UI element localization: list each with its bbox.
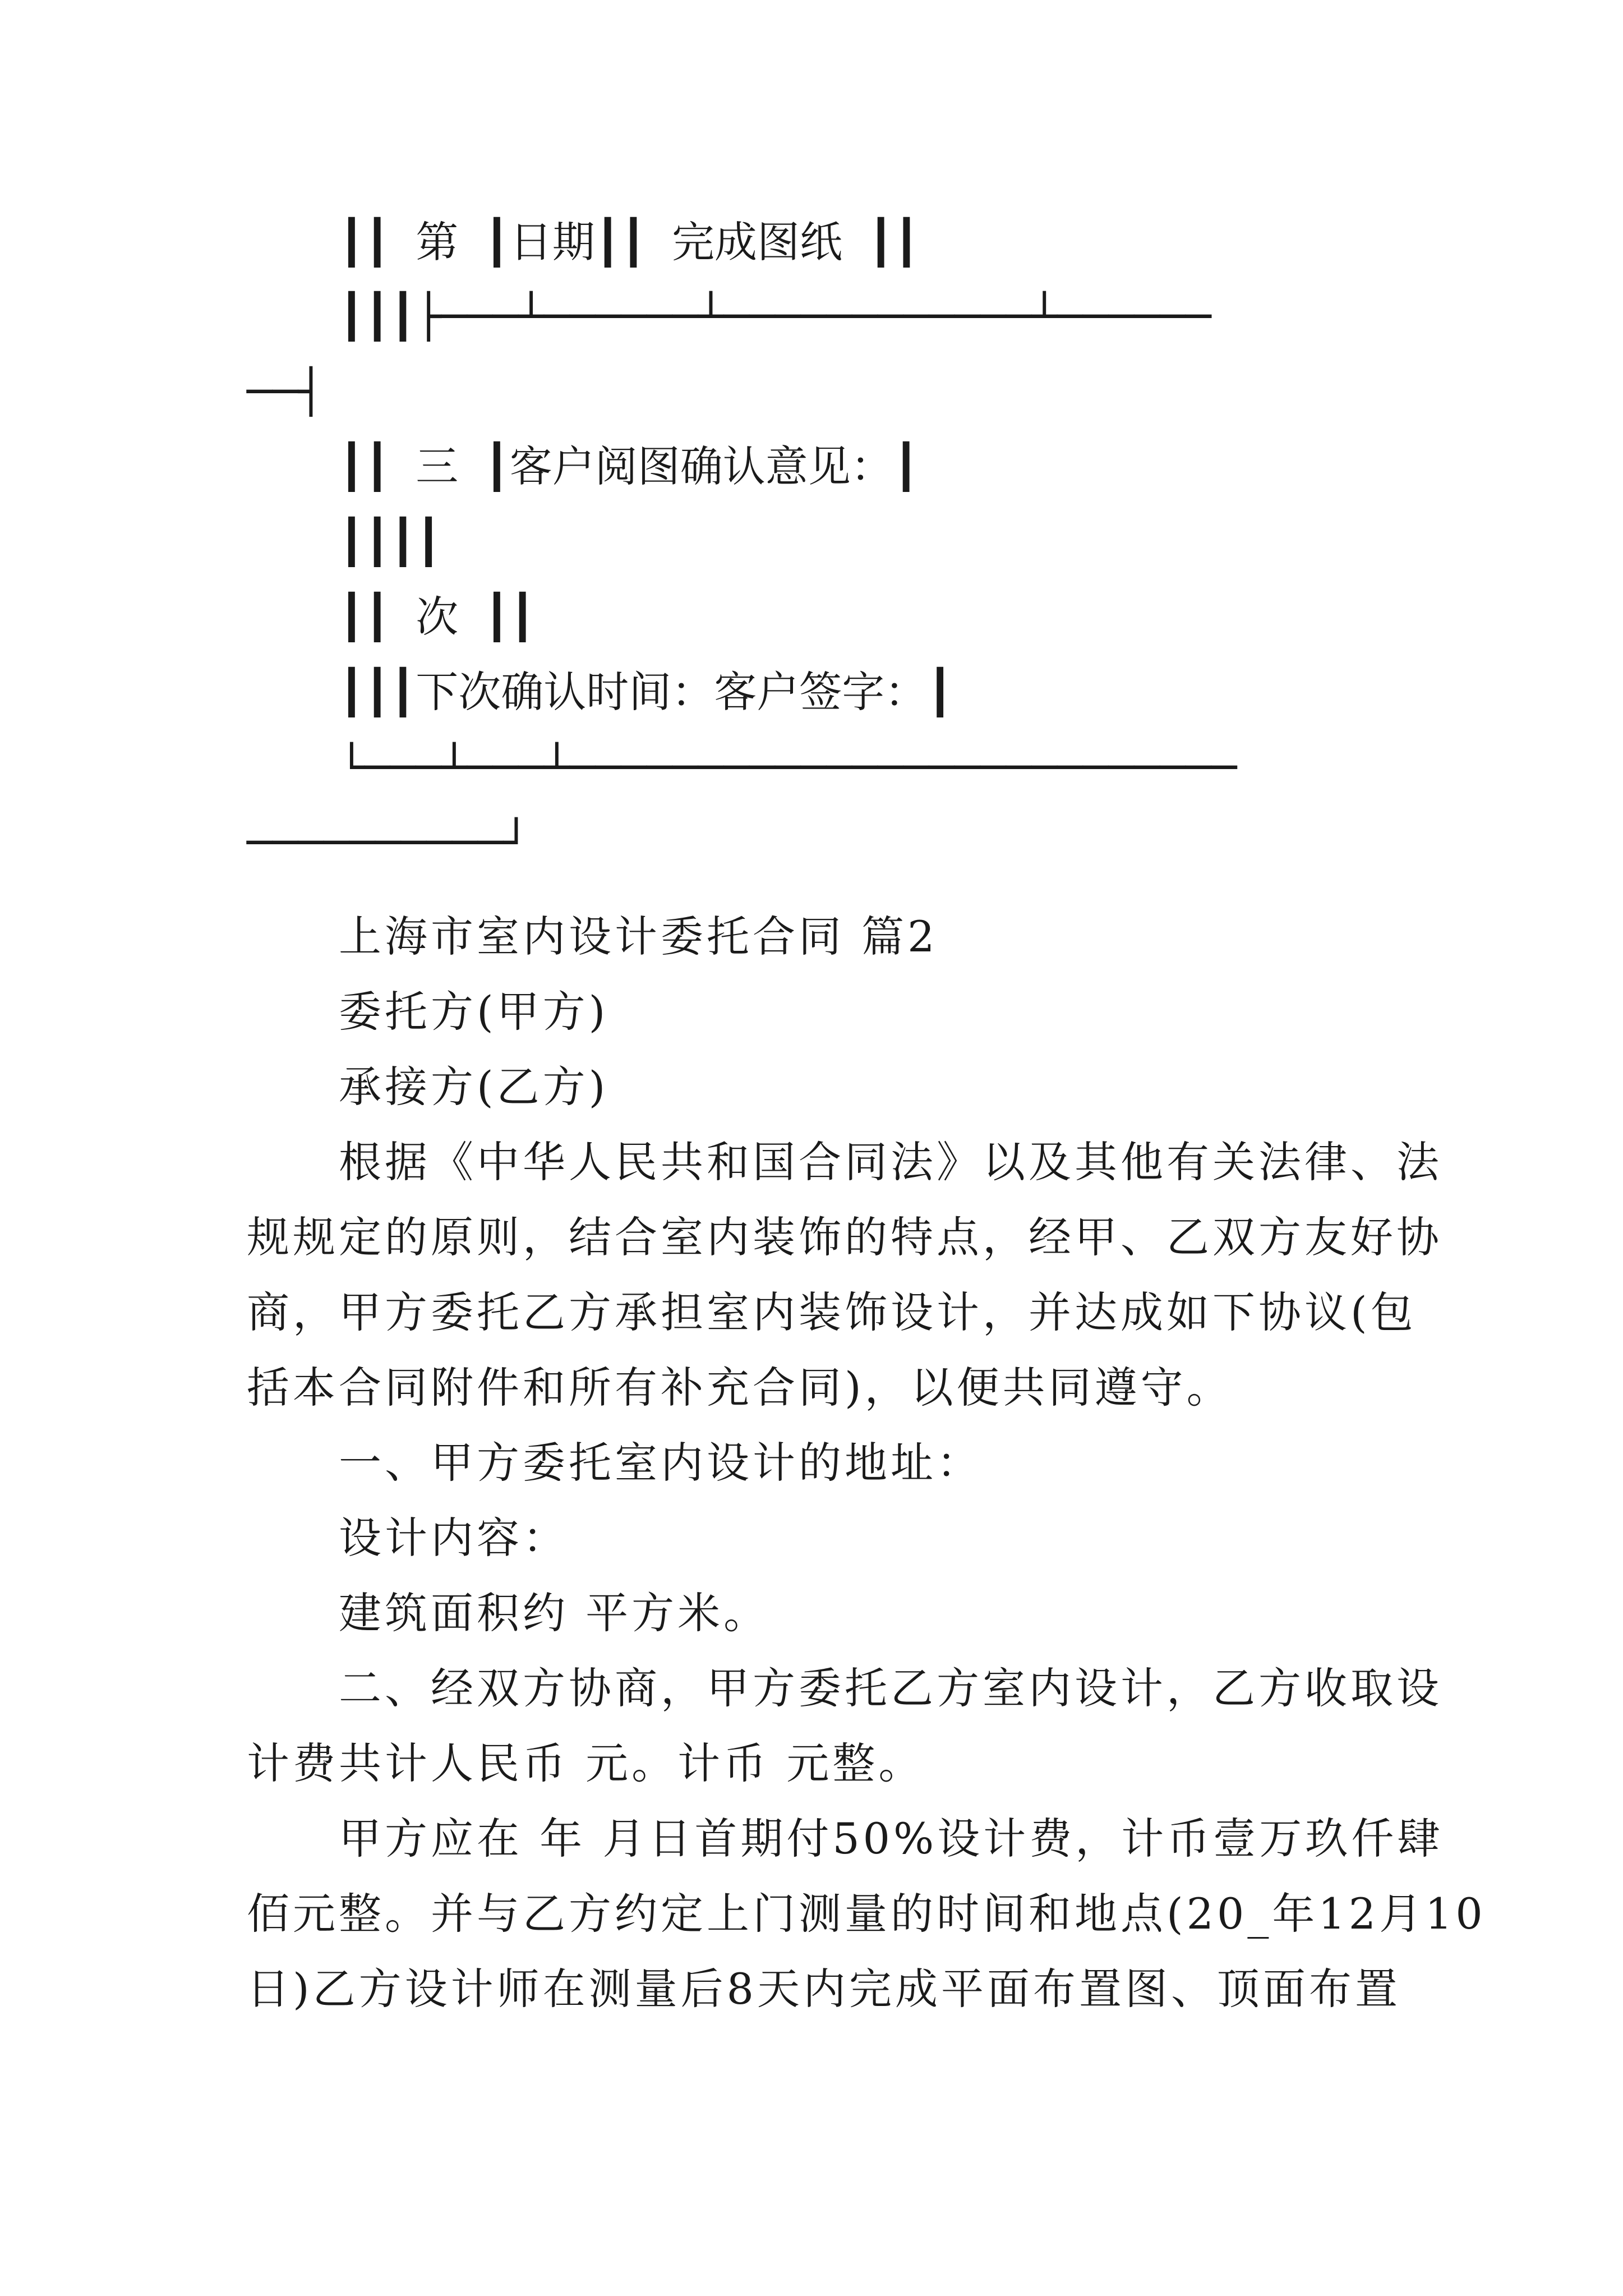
table-row-empty: ┃┃┃┃ — [339, 517, 442, 567]
paragraph-line: 括本合同附件和所有补充合同)，以便共同遵守。 — [247, 1363, 1233, 1412]
party-b: 承接方(乙方) — [339, 1062, 609, 1112]
table-row-review: ┃┃ 三 ┃客户阅图确认意见：┃ — [339, 441, 919, 491]
table-bottom-border: └───┴───┴────────────────────────── — [339, 742, 1237, 792]
clause-2-line: 计费共计人民币 元。计币 元整。 — [247, 1738, 925, 1788]
paragraph-line: 根据《中华人民共和国合同法》以及其他有关法律、法 — [339, 1137, 1442, 1187]
payment-line: 日)乙方设计师在测量后8天内完成平面布置图、顶面布置 — [247, 1964, 1401, 2014]
paragraph-line: 规规定的原则，结合室内装饰的特点，经甲、乙双方友好协 — [247, 1212, 1442, 1262]
table-row-header: ┃┃ 第 ┃日期┃┃ 完成图纸 ┃┃ — [339, 217, 920, 267]
table-row-signature: ┃┃┃下次确认时间：客户签字：┃ — [339, 667, 953, 717]
table-row-times: ┃┃ 次 ┃┃ — [339, 592, 536, 642]
paragraph-line: 商，甲方委托乙方承担室内装饰设计，并达成如下协议(包 — [247, 1287, 1417, 1337]
clause-1-title: 一、甲方委托室内设计的地址： — [339, 1438, 983, 1488]
table-bottom-border-continued: ──────────┘ — [247, 817, 529, 867]
building-area: 建筑面积约 平方米。 — [339, 1588, 770, 1638]
party-a: 委托方(甲方) — [339, 987, 609, 1037]
contract-title: 上海市室内设计委托合同 篇2 — [339, 912, 938, 961]
clause-2-line: 二、经双方协商，甲方委托乙方室内设计，乙方收取设 — [339, 1663, 1442, 1713]
payment-line: 佰元整。并与乙方约定上门测量的时间和地点(20_年12月10 — [247, 1889, 1486, 1939]
table-divider-continued: ──┤ — [247, 366, 324, 416]
design-content: 设计内容： — [339, 1513, 569, 1563]
payment-line: 甲方应在 年 月日首期付50%设计费，计币壹万玖仟肆 — [339, 1814, 1444, 1864]
table-divider: ┃┃┃├───┴──────┴────────────┴────── — [339, 291, 1211, 341]
